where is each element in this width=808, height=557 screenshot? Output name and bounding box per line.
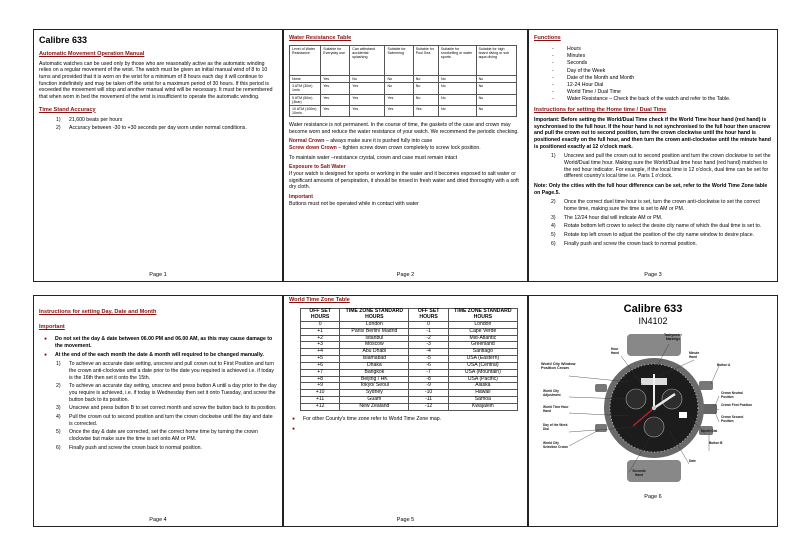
list-item: 2) Once the correct duel time hour is set, turn the crown anti-clockwise to set the correct home time, making sure the time is set to AM or PM. — [551, 199, 760, 212]
subdial-bottom — [644, 417, 664, 437]
table-cell: No — [439, 94, 477, 105]
table-cell: +4 — [301, 349, 340, 356]
table-header-cell: Suitable for Swimming — [385, 46, 413, 76]
table-cell: No — [439, 76, 477, 83]
table-header-cell: Level of Water Resistance — [290, 46, 321, 76]
step-list — [534, 153, 772, 180]
table-cell: No — [385, 76, 413, 83]
left-crown-top — [595, 384, 607, 392]
list-item: - Hours — [534, 46, 772, 53]
crown-notes: Normal Crown – always make sure it is pushed fully into case Screw down Crown – tighten screw down crown completely to screw lock position. — [289, 138, 481, 151]
table-cell: No — [476, 94, 516, 105]
list-item: 6) Finally push and screw the crown back to normal position. — [56, 444, 202, 451]
list-item: 1) 21,600 beats per hours — [56, 116, 123, 123]
table-cell: None — [290, 76, 321, 83]
list-item: - World Time / Dual Time — [534, 89, 772, 96]
table-cell: New Zealand — [340, 403, 409, 410]
label-world-city-window: World City Window Position Crown — [541, 362, 576, 371]
list-item: ● At the end of the each month the date & month will required to be changed manually. — [39, 352, 277, 359]
table-header-cell: Suitable for Everyday use — [321, 46, 350, 76]
table-cell: Alaska — [448, 383, 517, 390]
label-crown: Crown Neutral Position — [721, 391, 743, 399]
table-cell: -11 — [409, 397, 448, 404]
accuracy-heading: Time Stand Accuracy — [39, 106, 96, 113]
label-seconds: Seconds Hand — [632, 469, 646, 477]
table-cell: +2 — [301, 335, 340, 342]
table-cell: Dhaka — [340, 362, 409, 369]
table-cell: -7 — [409, 369, 448, 376]
table-cell: Moscow — [340, 342, 409, 349]
table-cell: Santiago — [448, 349, 517, 356]
label-world-time: World Time Hour Hand — [543, 405, 569, 413]
footnote: ● For other County's time zone refer to World Time Zone map. — [292, 415, 442, 422]
table-cell: Hawaii — [448, 390, 517, 397]
table-row — [290, 105, 517, 116]
table-cell: Guam — [340, 397, 409, 404]
table-cell: -2 — [409, 335, 448, 342]
label-world-city-sel: World City Selection Crown — [543, 441, 568, 449]
list-item: 4) Pull the crown out to second position and turn the crown clockwise until the day and date is corrected. — [56, 413, 273, 427]
label-hour-hand: Hour Hand — [611, 347, 619, 355]
table-cell: -12 — [409, 403, 448, 410]
table-row — [290, 94, 517, 105]
table-cell: -9 — [409, 383, 448, 390]
table-cell: No — [350, 76, 385, 83]
button-a — [699, 381, 713, 390]
resistance-note: Water resistance is not permanent. In the course of time, the gaskets of the case and crown may become worn and reduce the water resistance of your watch. We recommend the periodic checking. — [289, 122, 519, 135]
table-cell: +12 — [301, 403, 340, 410]
subdial-left — [626, 389, 646, 409]
page-number: Page 5 — [396, 517, 415, 523]
table-cell: Yes — [321, 94, 350, 105]
section-heading: Automatic Movement Operation Manual — [39, 50, 145, 57]
manual-page-5 — [283, 295, 528, 527]
list-item: ● Do not set the day & date between 06.00 PM and 06.00 AM, as this may cause damage to the movement. — [39, 336, 277, 349]
setting-heading: Instructions for setting the Home time / Dual Time — [534, 106, 667, 113]
important-heading: Important — [39, 324, 65, 331]
table-cell: No — [476, 76, 516, 83]
table-header-cell: OFF SET HOURS — [301, 309, 340, 322]
table-cell: Yes — [321, 105, 350, 116]
section-heading: Functions — [534, 35, 561, 41]
label-minute-hand: Minute Hand — [689, 351, 700, 359]
maintain-note: To maintain water –resistance crystal, crown and case must remain intact — [289, 154, 458, 161]
table-cell: Yes — [350, 105, 385, 116]
table-cell: Samoa — [448, 397, 517, 404]
table-cell: London — [340, 321, 409, 328]
list-item: - Water Resistance – Check the back of the watch and refer to the Table. — [534, 96, 772, 103]
manual-page-3 — [528, 29, 778, 282]
list-item: - Seconds — [534, 60, 772, 67]
left-crown-bottom — [595, 424, 607, 432]
list-item: 1) To achieve an accurate date setting, unscrew and pull crown out to First Position and turn the crown anti-clockwise until a date prior to the date you required is achieved i.e. if today is the 16th then set it onto the 15th. — [56, 361, 275, 381]
table-cell: USA (Mountain) — [448, 369, 517, 376]
list-item: - Date of the Month and Month — [534, 75, 772, 82]
table-cell: No — [476, 83, 516, 94]
page-number: Page 6 — [644, 494, 662, 500]
table-cell: No — [413, 76, 438, 83]
list-item: 1) Unscrew and pull the crown out to second position and turn the crown clockwise to set the World/Dual time hour. Making sure the World/Dual time hour hand (red hand) matches to the red hour indicator. For example, if the local time is 12 o'clock, dual time can be set for different country's local time i.e. Paris 1 o'clock. — [551, 153, 771, 180]
table-cell: -5 — [409, 356, 448, 363]
table-cell: USA (Pacific) — [448, 376, 517, 383]
table-header-cell: OFF SET HOURS — [409, 309, 448, 322]
table-header-row — [301, 309, 518, 322]
table-cell: Paris/ Berlin/ Madrid — [340, 328, 409, 335]
table-row — [290, 76, 517, 83]
brand-title: Calibre 633 — [39, 35, 88, 45]
table-cell: -6 — [409, 362, 448, 369]
table-cell: Cape Verde — [448, 328, 517, 335]
step-list — [534, 199, 772, 247]
intro-paragraph: Automatic watches can be used only by those who are reasonably active as the automatic winding relies on a regular movement of the wrist. The watch must be given an initial manual wind of 8 to 10 turns and provided that it is worn on the wrist for a minimum of 8 hours each day it will continue to function indefinitely and may be taken off the wrist for a maximum period of 30 hours. If this period is exceeded the movement will stop and another manual wind will be necessary. It must be remembered that when worn in bed the movement of the wrist is insufficient to operate the automatic winding. — [39, 60, 273, 100]
water-resistance-table — [289, 45, 517, 117]
table-cell: Istanbul — [340, 335, 409, 342]
list-item: - 12-24 Hour Dial — [534, 82, 772, 89]
list-item: 5) Rotate top left crown to adjust the position of the city name window to desire place. — [551, 231, 755, 238]
list-item: 4) Rotate bottom left crown to select the desire city name of which the dual time is set to. — [551, 223, 762, 230]
table-cell: Islamabad — [340, 356, 409, 363]
table-header-cell: TIME ZONE STANDARD HOURS — [340, 309, 409, 322]
table-cell: -8 — [409, 376, 448, 383]
manual-page-4 — [33, 295, 283, 527]
table-cell: No — [439, 83, 477, 94]
label-world-city-adj: World City Adjustment — [543, 389, 561, 397]
subdial-right — [662, 389, 682, 409]
important-heading: Important — [289, 193, 313, 200]
table-cell: Yes — [321, 76, 350, 83]
table-cell: Greenland — [448, 342, 517, 349]
table-cell: 3 ATM (30m) 1m/s — [290, 83, 321, 94]
table-cell: +1 — [301, 328, 340, 335]
important-text: Important: Before setting the World/Dual Time check if the World Time hour hand (red hand) is synchronised to the full hour. If the hour hand is not synchronised to the full hour then unscrew and pull the crown out to second position, turn the crown clockwise until the hour hand is positioned exactly on the full hour, and then turn the crown anti-clockwise until the minute hand is positioned exactly at 12 o'clock mark. — [534, 117, 771, 150]
accuracy-list — [39, 117, 277, 132]
table-cell: -1 — [409, 328, 448, 335]
label-button-b: Button B — [709, 441, 723, 445]
label-crown-first: Crown First Position — [721, 403, 753, 407]
page-number: Page 2 — [396, 272, 415, 278]
section-heading: Water Resistance Table — [289, 35, 352, 41]
important-text: Buttons must not be operated while in contact with water — [289, 200, 419, 207]
table-row — [290, 83, 517, 94]
table-cell: +10 — [301, 390, 340, 397]
table-cell: Yes — [385, 94, 413, 105]
table-cell: No — [413, 94, 438, 105]
table-cell: +6 — [301, 362, 340, 369]
table-header-cell: Suitable for Pool Sea — [413, 46, 438, 76]
list-item: 6) Finally push and screw the crown back to normal position. — [551, 240, 697, 247]
table-cell: Yes — [321, 83, 350, 94]
list-item: 5) Once the day & date are corrected, set the correct home time by turning the crown clockwise but make sure the time is set onto AM or PM. — [56, 429, 258, 442]
table-cell: -10 — [409, 390, 448, 397]
table-cell: +8 — [301, 376, 340, 383]
table-cell: +3 — [301, 342, 340, 349]
step-list — [39, 361, 277, 451]
table-cell: Kwajalein — [448, 403, 517, 410]
table-cell: No — [476, 105, 516, 116]
page-number: Page 1 — [149, 272, 167, 278]
table-cell: USA (Central) — [448, 362, 517, 369]
table-cell: Yes — [350, 83, 385, 94]
list-item: 3) Unscrew and press button B to set correct month and screw the button back to its position. — [56, 405, 277, 412]
table-cell: Mid-Atlantic — [448, 335, 517, 342]
table-cell: USA (Eastern) — [448, 356, 517, 363]
section-heading: Instructions for setting Day, Date and Month — [39, 309, 157, 315]
table-cell: London — [448, 321, 517, 328]
table-cell: Beijing / HK — [340, 376, 409, 383]
table-row — [301, 403, 518, 410]
manual-page-6 — [528, 295, 778, 527]
table-cell: 0 — [301, 321, 340, 328]
table-row — [301, 328, 518, 335]
table-cell: Yes — [385, 105, 413, 116]
label-crown-second: Crown Second Position — [721, 415, 744, 423]
section-heading: World Time Zone Table — [289, 297, 350, 303]
table-cell: No — [439, 105, 477, 116]
time-zone-table — [300, 308, 518, 411]
manual-page-1 — [33, 29, 283, 282]
list-item: 2) To achieve an accurate day setting, unscrew and press button A until a day prior to the day you require is achieved, i.e. if today is Wednesday then set it onto Tuesday, and screw the button back to its position. — [56, 383, 277, 403]
table-header-cell: TIME ZONE STANDARD HOURS — [448, 309, 517, 322]
table-header-cell: Suitable for snorkelling or water sports — [439, 46, 477, 76]
table-cell: Sydney — [340, 390, 409, 397]
table-cell: No — [385, 83, 413, 94]
table-cell: +11 — [301, 397, 340, 404]
label-day-window: Day of the Week Dial — [543, 423, 568, 431]
table-cell: Tokyo/ Seoul — [340, 383, 409, 390]
table-cell: -4 — [409, 349, 448, 356]
table-cell: Yes — [350, 94, 385, 105]
table-cell: 5 ATM (50m) (3bar) — [290, 94, 321, 105]
page-number: Page 3 — [644, 272, 662, 278]
list-item: 2) Accuracy between -30 to +30 seconds per day worn under normal conditions. — [56, 125, 247, 132]
empty-bullet: ● — [292, 426, 296, 433]
functions-list — [534, 46, 772, 103]
salt-text: If your watch is designed for sports or working in the water and it becomes exposed to salt water or significant amounts of perspiration, it should be rinsed in fresh water and dried thoroughly with a soft dry cloth. — [289, 170, 519, 191]
table-cell: Bangkok — [340, 369, 409, 376]
table-header-cell: Suitable for high board diving or sub aqua diving — [476, 46, 516, 76]
list-item: - Minutes — [534, 53, 772, 60]
label-month-dial: Month Dial — [701, 429, 718, 433]
label-button-a: Button A — [717, 363, 731, 367]
table-cell: Abu Dhabi — [340, 349, 409, 356]
table-cell: +9 — [301, 383, 340, 390]
page-number: Page 4 — [149, 517, 167, 523]
table-cell: No — [413, 83, 438, 94]
table-cell: -3 — [409, 342, 448, 349]
label-tachymeter: Tachymeter Markings — [664, 333, 682, 341]
important-bullets — [39, 336, 277, 358]
salt-heading: Exposure to Salt Water — [289, 164, 346, 171]
table-cell: 10 ATM (100m) 10m/s — [290, 105, 321, 116]
table-cell: Yes — [413, 105, 438, 116]
list-item: 3) The 12/24 hour dial will indicate AM or PM. — [551, 214, 663, 221]
manual-page-2 — [283, 29, 528, 282]
page-title: Calibre 633 — [623, 303, 683, 315]
table-cell: +5 — [301, 356, 340, 363]
model-number: IN4102 — [638, 316, 668, 326]
table-cell: 0 — [409, 321, 448, 328]
table-cell: +7 — [301, 369, 340, 376]
table-header-cell: Can withstand accidental splashing — [350, 46, 385, 76]
list-item: - Day of the Week — [534, 68, 772, 75]
date-window — [679, 412, 687, 418]
note-text: Note: Only the cities with the full hour difference can be set, refer to the World Time Zone table on Page.5. — [534, 182, 768, 196]
label-date: Date — [689, 459, 696, 463]
